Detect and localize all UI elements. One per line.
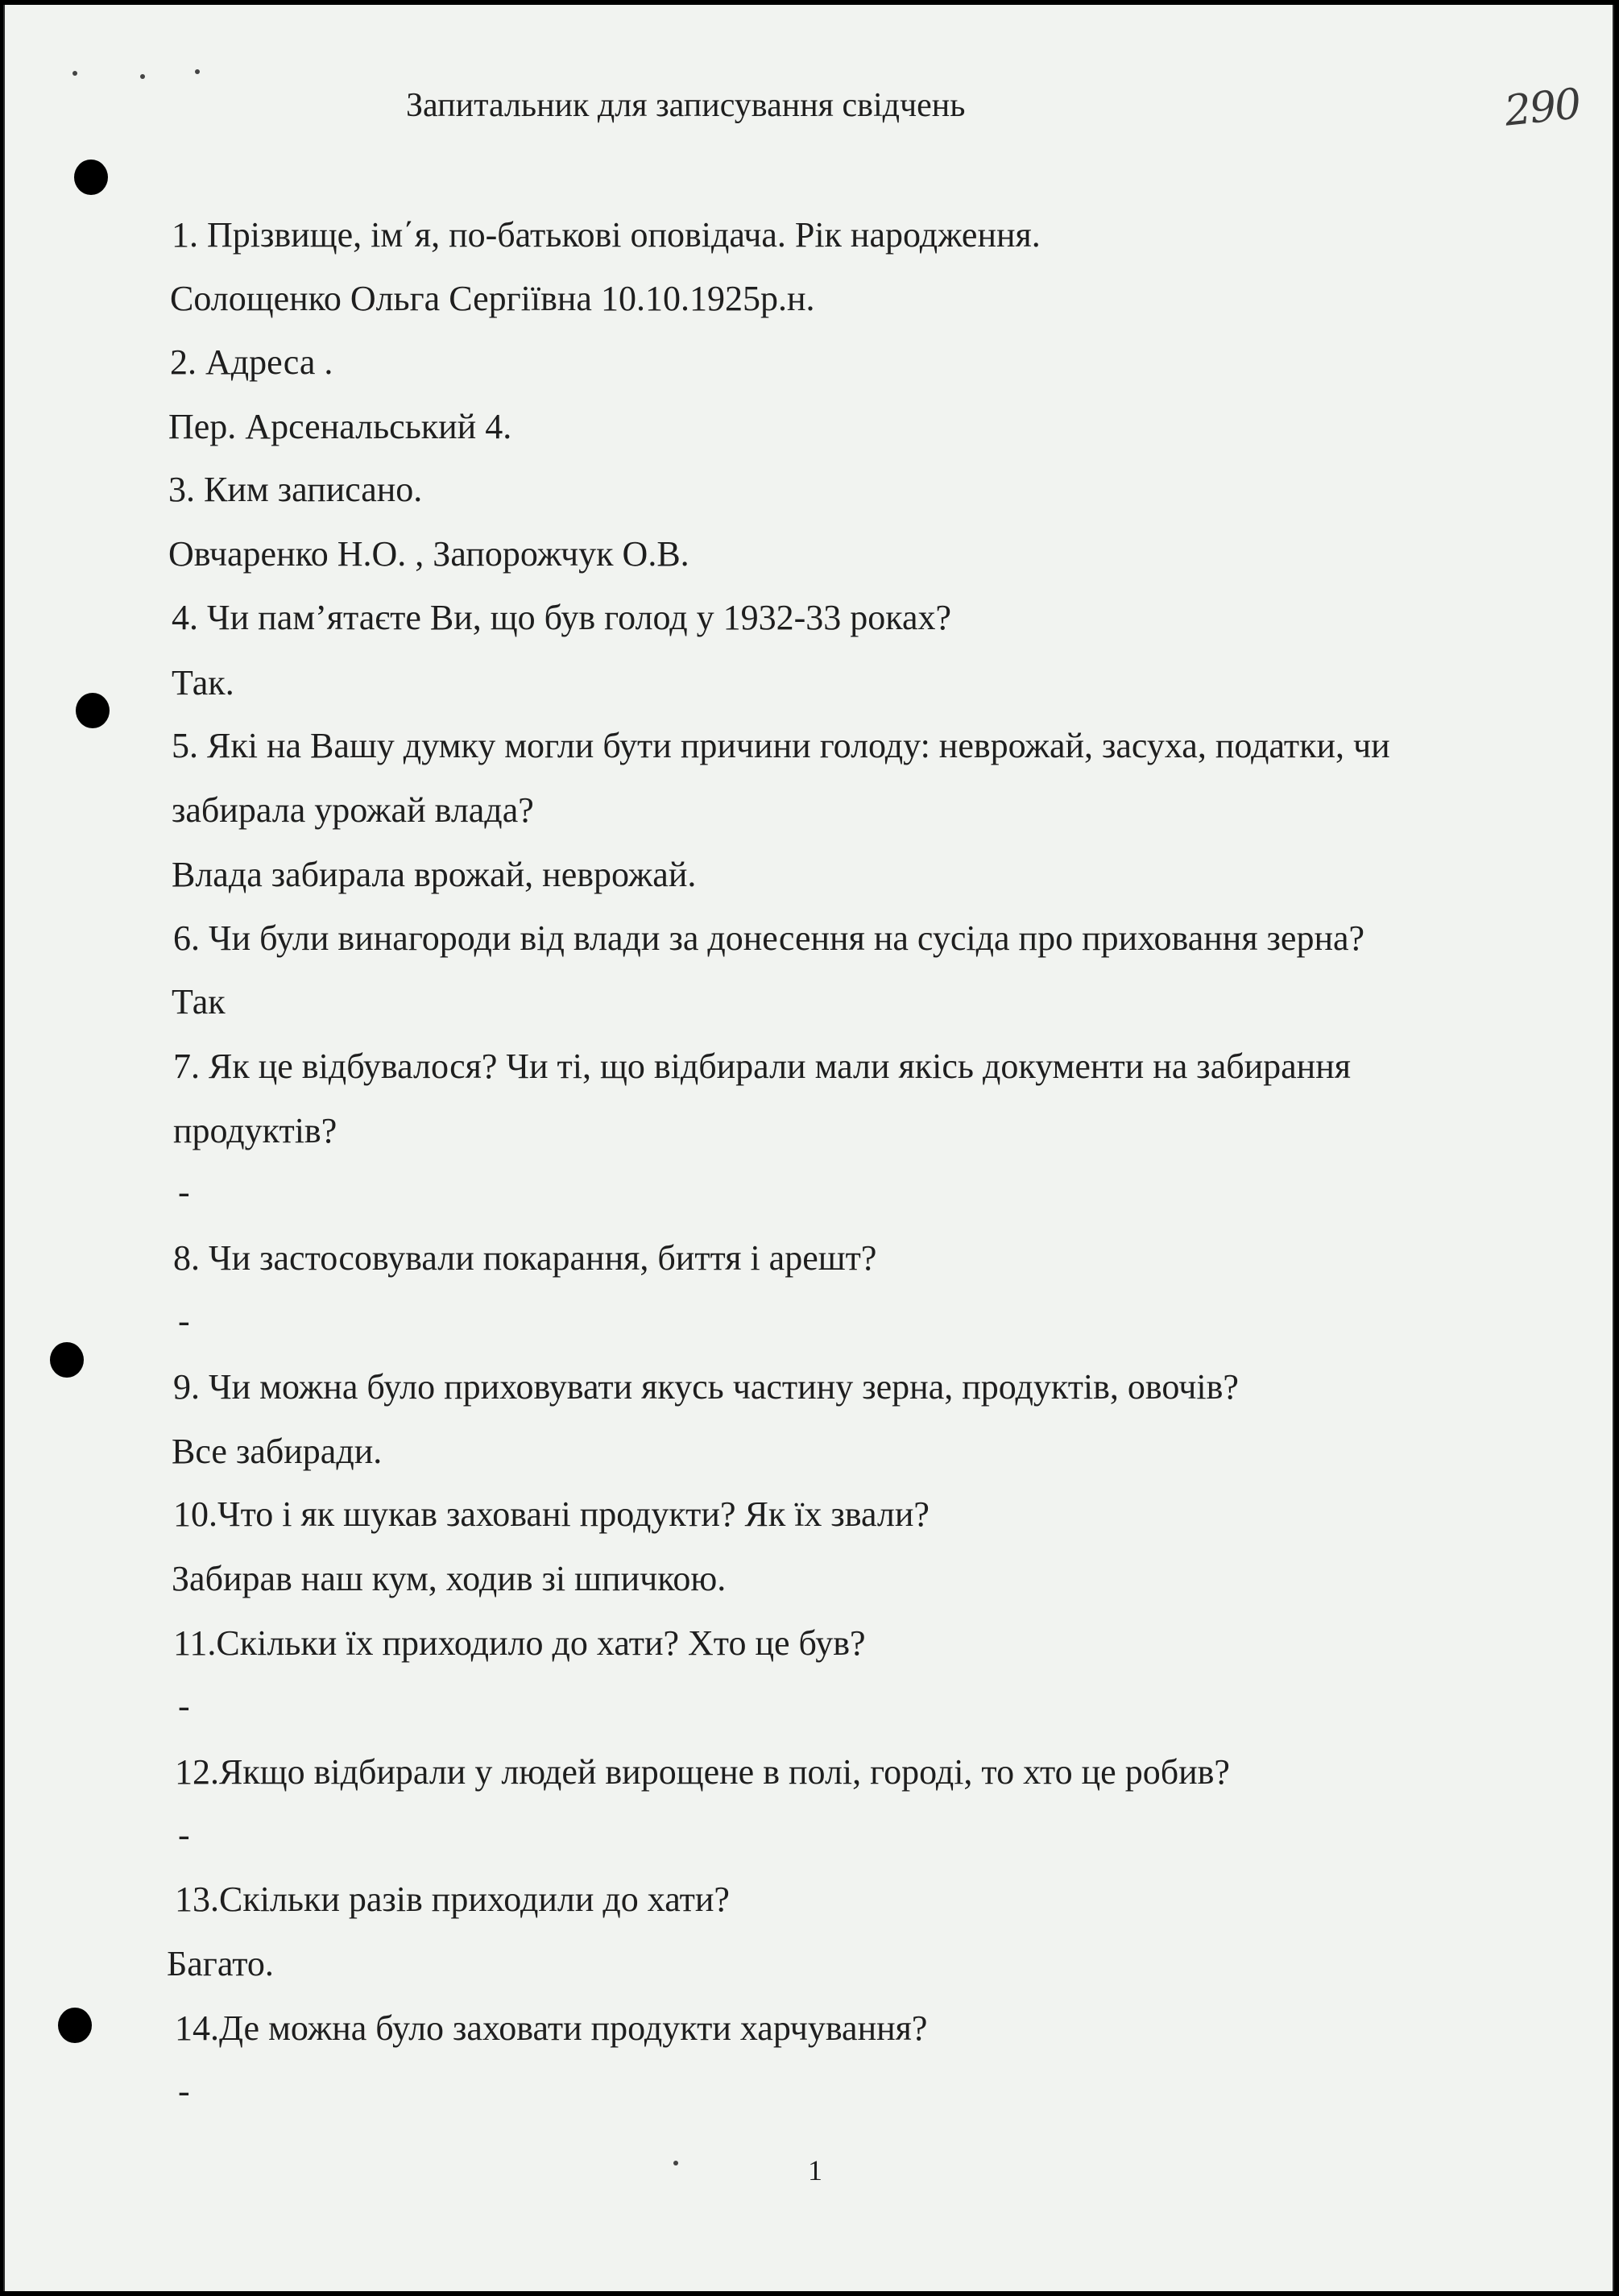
text-line: продуктів?	[173, 1111, 337, 1150]
text-line: Пер. Арсенальський 4.	[168, 407, 512, 446]
text-line: Багато.	[167, 1944, 274, 1983]
text-line: 1. Прізвище, ім΄я, по-батькові оповідача. Рік народження.	[172, 215, 1041, 255]
text-line: 12.Якщо відбирали у людей вирощене в полі, городі, то хто це робив?	[175, 1752, 1230, 1792]
text-line: -	[178, 1172, 190, 1212]
text-line: 9. Чи можна було приховувати якусь частину зерна, продуктів, овочів?	[173, 1367, 1239, 1407]
text-line: 7. Як це відбувалося? Чи ті, що відбирали мали якісь документи на забирання	[173, 1046, 1352, 1086]
punch-hole	[58, 2008, 92, 2043]
punch-hole	[76, 693, 110, 728]
text-line: -	[178, 1301, 190, 1341]
text-line: забирала урожай влада?	[172, 790, 534, 830]
text-line: 6. Чи були винагороди від влади за донесення на сусіда про приховання зерна?	[173, 918, 1365, 958]
text-line: -	[178, 2071, 190, 2111]
text-line: Так.	[172, 663, 234, 702]
page-number: 1	[808, 2154, 822, 2186]
document-title: Запитальник для записування свідчень	[406, 87, 966, 124]
text-line: 3. Ким записано.	[168, 470, 423, 509]
punch-hole	[74, 160, 108, 195]
text-line: Влада забирала врожай, неврожай.	[172, 855, 697, 894]
text-line: Овчаренко Н.О. , Запорожчук О.В.	[168, 534, 689, 574]
text-line: 4. Чи пам’ятаєте Ви, що був голод у 1932-33 роках?	[172, 598, 952, 637]
text-line: 8. Чи застосовували покарання, биття і арешт?	[173, 1238, 877, 1278]
text-line: 13.Скільки разів приходили до хати?	[175, 1879, 730, 1919]
paper-speck	[72, 71, 77, 76]
text-line: Забирав наш кум, ходив зі шпичкою.	[172, 1559, 727, 1598]
punch-hole	[50, 1342, 84, 1378]
text-line: 5. Які на Вашу думку могли бути причини голоду: неврожай, засуха, податки, чи	[172, 726, 1390, 765]
paper-speck	[140, 74, 145, 79]
text-line: Все забиради.	[172, 1432, 383, 1471]
text-line: 14.Де можна було заховати продукти харчування?	[175, 2008, 928, 2048]
text-line: 10.Что і як шукав заховані продукти? Як їх звали?	[173, 1494, 930, 1534]
text-line: -	[178, 1686, 190, 1726]
text-line: 11.Скільки їх приходило до хати? Хто це був?	[173, 1623, 866, 1663]
text-line: 2. Адреса .	[170, 342, 333, 382]
text-line: Солощенко Ольга Сергіївна 10.10.1925р.н.	[170, 279, 815, 318]
document-page	[3, 5, 1614, 2291]
paper-speck	[195, 69, 200, 74]
text-line: -	[178, 1815, 190, 1855]
text-line: Так	[172, 982, 226, 1022]
paper-speck	[673, 2161, 678, 2165]
archive-number: 290	[1502, 80, 1583, 136]
